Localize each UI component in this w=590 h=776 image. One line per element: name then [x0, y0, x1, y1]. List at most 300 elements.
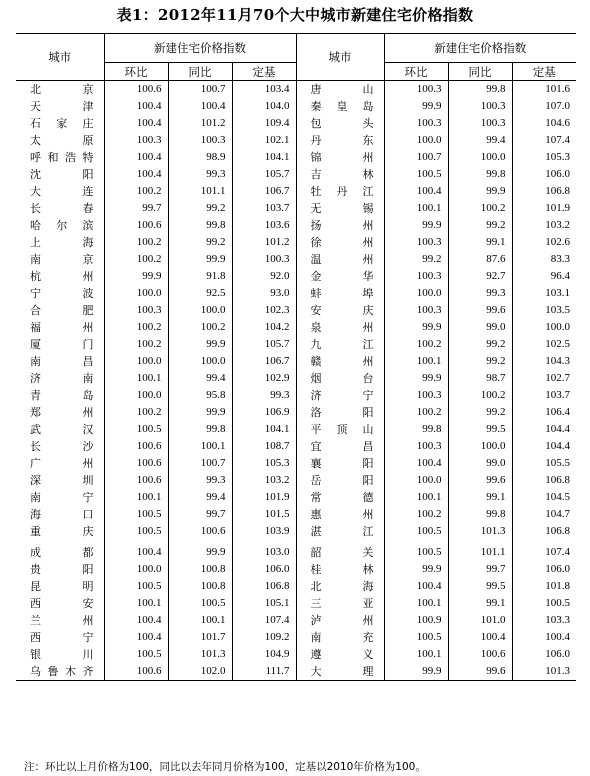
yoy-cell: 101.0	[448, 612, 512, 629]
yoy-cell: 99.9	[168, 404, 232, 421]
city-cell: 徐 州	[296, 234, 384, 251]
base-cell: 105.7	[264, 168, 290, 180]
base-cell: 103.1	[545, 287, 571, 299]
base-cell: 101.9	[264, 491, 290, 503]
table-row	[16, 149, 576, 166]
city-cell: 合 肥	[16, 302, 104, 319]
table-row	[16, 336, 576, 353]
base-cell: 107.4	[545, 546, 571, 558]
city-cell: 哈尔滨	[16, 217, 104, 234]
city-cell: 天 津	[16, 98, 104, 115]
table-footnote: 注：环比以上月价格为100，同比以去年同月价格为100，定基以2010年价格为100。	[24, 761, 426, 773]
yoy-cell: 101.3	[168, 646, 232, 663]
yoy-cell: 99.6	[448, 302, 512, 319]
base-cell: 103.9	[264, 525, 290, 537]
mom-header-right: 环比	[384, 63, 448, 81]
mom-cell: 100.2	[104, 183, 168, 200]
mom-cell: 100.2	[104, 234, 168, 251]
city-cell: 武 汉	[16, 421, 104, 438]
city-cell: 大 理	[296, 663, 384, 680]
yoy-cell: 99.9	[168, 251, 232, 268]
mom-cell: 100.0	[104, 561, 168, 578]
mom-cell: 100.6	[104, 81, 168, 99]
yoy-cell: 100.4	[168, 98, 232, 115]
city-cell: 大 连	[16, 183, 104, 200]
base-header-right: 定基	[512, 63, 576, 81]
base-cell: 106.0	[545, 563, 571, 575]
base-cell: 92.0	[270, 270, 290, 282]
yoy-cell: 99.7	[168, 506, 232, 523]
yoy-cell: 99.5	[448, 578, 512, 595]
mom-header-left: 环比	[104, 63, 168, 81]
city-cell: 郑 州	[16, 404, 104, 421]
city-cell: 九 江	[296, 336, 384, 353]
mom-cell: 100.1	[104, 370, 168, 387]
yoy-cell: 99.4	[448, 132, 512, 149]
table-row	[16, 455, 576, 472]
yoy-cell: 98.7	[448, 370, 512, 387]
city-cell: 北 海	[296, 578, 384, 595]
yoy-cell: 99.9	[168, 544, 232, 561]
city-cell: 吉 林	[296, 166, 384, 183]
mom-cell: 100.5	[384, 523, 448, 540]
mom-cell: 100.6	[104, 663, 168, 680]
base-cell: 103.6	[264, 219, 290, 231]
city-cell: 宁 波	[16, 285, 104, 302]
city-cell: 青 岛	[16, 387, 104, 404]
base-cell: 106.8	[545, 474, 571, 486]
mom-cell: 100.6	[104, 472, 168, 489]
mom-cell: 100.3	[384, 81, 448, 99]
city-cell: 平顶山	[296, 421, 384, 438]
mom-cell: 100.0	[104, 285, 168, 302]
city-cell: 赣 州	[296, 353, 384, 370]
mom-cell: 100.1	[384, 353, 448, 370]
yoy-header-left: 同比	[168, 63, 232, 81]
base-cell: 100.0	[545, 321, 571, 333]
mom-cell: 100.1	[104, 595, 168, 612]
city-cell: 上 海	[16, 234, 104, 251]
yoy-cell: 99.6	[448, 472, 512, 489]
mom-cell: 100.1	[384, 489, 448, 506]
mom-cell: 100.0	[384, 132, 448, 149]
table-row	[16, 132, 576, 149]
base-cell: 106.0	[545, 648, 571, 660]
mom-cell: 99.9	[384, 98, 448, 115]
mom-cell: 100.6	[104, 438, 168, 455]
mom-cell: 100.3	[384, 387, 448, 404]
city-cell: 济 宁	[296, 387, 384, 404]
base-cell: 104.4	[545, 440, 571, 452]
base-cell: 111.7	[265, 665, 290, 677]
table-row	[16, 506, 576, 523]
mom-cell: 100.5	[104, 506, 168, 523]
yoy-cell: 99.2	[448, 217, 512, 234]
mom-cell: 99.9	[384, 663, 448, 680]
yoy-cell: 98.9	[168, 149, 232, 166]
table-row	[16, 234, 576, 251]
base-cell: 102.6	[545, 236, 571, 248]
base-cell: 106.8	[545, 525, 571, 537]
base-cell: 103.7	[545, 389, 571, 401]
yoy-cell: 99.8	[448, 166, 512, 183]
city-cell: 蚌 埠	[296, 285, 384, 302]
mom-cell: 100.5	[104, 578, 168, 595]
yoy-cell: 99.1	[448, 595, 512, 612]
city-cell: 石家庄	[16, 115, 104, 132]
base-cell: 101.5	[264, 508, 290, 520]
mom-cell: 100.5	[104, 421, 168, 438]
city-cell: 韶 关	[296, 544, 384, 561]
city-cell: 福 州	[16, 319, 104, 336]
yoy-cell: 100.2	[168, 319, 232, 336]
yoy-cell: 99.7	[448, 561, 512, 578]
mom-cell: 100.2	[104, 319, 168, 336]
base-cell: 100.3	[264, 253, 290, 265]
mom-cell: 100.0	[104, 353, 168, 370]
yoy-cell: 100.0	[168, 353, 232, 370]
yoy-header-right: 同比	[448, 63, 512, 81]
table-row	[16, 183, 576, 200]
city-cell: 南 宁	[16, 489, 104, 506]
index-group-header-left: 新建住宅价格指数	[104, 34, 296, 63]
table-row	[16, 421, 576, 438]
yoy-cell: 100.6	[448, 646, 512, 663]
mom-cell: 100.3	[384, 268, 448, 285]
yoy-cell: 100.3	[168, 132, 232, 149]
table-row	[16, 489, 576, 506]
yoy-cell: 99.0	[448, 319, 512, 336]
mom-cell: 100.2	[384, 336, 448, 353]
base-cell: 102.9	[264, 372, 290, 384]
mom-cell: 100.0	[104, 387, 168, 404]
city-cell: 西 安	[16, 595, 104, 612]
city-cell: 厦 门	[16, 336, 104, 353]
mom-cell: 100.4	[104, 544, 168, 561]
base-cell: 104.7	[545, 508, 571, 520]
base-cell: 105.3	[545, 151, 571, 163]
yoy-cell: 99.9	[448, 183, 512, 200]
yoy-cell: 100.4	[448, 629, 512, 646]
table-title: 表1：2012年11月70个大中城市新建住宅价格指数	[116, 6, 474, 24]
yoy-cell: 99.2	[448, 336, 512, 353]
yoy-cell: 100.3	[448, 115, 512, 132]
table-row	[16, 166, 576, 183]
city-cell: 成 都	[16, 544, 104, 561]
base-cell: 99.3	[270, 389, 290, 401]
mom-cell: 100.6	[104, 455, 168, 472]
city-cell: 宜 昌	[296, 438, 384, 455]
mom-cell: 100.7	[384, 149, 448, 166]
table-row	[16, 302, 576, 319]
base-cell: 106.4	[545, 406, 571, 418]
price-index-table	[16, 34, 576, 680]
base-cell: 108.7	[264, 440, 290, 452]
table-row	[16, 353, 576, 370]
mom-cell: 100.5	[384, 166, 448, 183]
yoy-cell: 102.0	[168, 663, 232, 680]
base-cell: 103.4	[264, 83, 290, 95]
city-cell: 惠 州	[296, 506, 384, 523]
yoy-cell: 101.1	[448, 544, 512, 561]
table-row	[16, 200, 576, 217]
base-cell: 109.2	[264, 631, 290, 643]
base-cell: 101.9	[545, 202, 571, 214]
table-row	[16, 663, 576, 680]
yoy-cell: 101.7	[168, 629, 232, 646]
mom-cell: 100.2	[384, 506, 448, 523]
yoy-cell: 99.8	[168, 421, 232, 438]
city-cell: 北 京	[16, 81, 104, 99]
table-row	[16, 370, 576, 387]
mom-cell: 100.1	[384, 200, 448, 217]
base-cell: 104.0	[264, 100, 290, 112]
yoy-cell: 100.7	[168, 455, 232, 472]
base-cell: 96.4	[550, 270, 571, 282]
yoy-cell: 101.3	[448, 523, 512, 540]
city-cell: 金 华	[296, 268, 384, 285]
yoy-cell: 99.8	[448, 81, 512, 99]
city-cell: 海 口	[16, 506, 104, 523]
base-cell: 83.3	[550, 253, 571, 265]
base-cell: 102.3	[264, 304, 290, 316]
mom-cell: 99.9	[384, 561, 448, 578]
city-cell: 湛 江	[296, 523, 384, 540]
city-cell: 泸 州	[296, 612, 384, 629]
mom-cell: 100.6	[104, 217, 168, 234]
table-row	[16, 612, 576, 629]
base-cell: 101.6	[545, 83, 571, 95]
city-cell: 三 亚	[296, 595, 384, 612]
yoy-cell: 99.2	[168, 234, 232, 251]
mom-cell: 100.5	[384, 629, 448, 646]
yoy-cell: 99.9	[168, 336, 232, 353]
city-cell: 沈 阳	[16, 166, 104, 183]
base-cell: 101.8	[545, 580, 571, 592]
base-cell: 104.1	[264, 423, 290, 435]
city-cell: 丹 东	[296, 132, 384, 149]
mom-cell: 100.1	[384, 646, 448, 663]
mom-cell: 100.2	[104, 404, 168, 421]
mom-cell: 99.9	[384, 319, 448, 336]
table-row	[16, 285, 576, 302]
mom-cell: 100.4	[384, 578, 448, 595]
base-cell: 106.9	[264, 406, 290, 418]
table-row	[16, 115, 576, 132]
city-cell: 桂 林	[296, 561, 384, 578]
base-cell: 104.5	[545, 491, 571, 503]
yoy-cell: 92.7	[448, 268, 512, 285]
city-cell: 温 州	[296, 251, 384, 268]
yoy-cell: 101.1	[168, 183, 232, 200]
yoy-cell: 95.8	[168, 387, 232, 404]
mom-cell: 99.9	[384, 217, 448, 234]
mom-cell: 100.4	[104, 98, 168, 115]
base-cell: 105.7	[264, 338, 290, 350]
yoy-cell: 100.8	[168, 578, 232, 595]
yoy-cell: 99.3	[448, 285, 512, 302]
city-cell: 南 充	[296, 629, 384, 646]
base-cell: 106.7	[264, 355, 290, 367]
yoy-cell: 100.0	[448, 438, 512, 455]
city-cell: 重 庆	[16, 523, 104, 540]
yoy-cell: 100.2	[448, 200, 512, 217]
table-row	[16, 646, 576, 663]
base-cell: 103.5	[545, 304, 571, 316]
base-cell: 107.4	[545, 134, 571, 146]
base-cell: 102.5	[545, 338, 571, 350]
mom-cell: 99.2	[384, 251, 448, 268]
base-cell: 106.0	[545, 168, 571, 180]
mom-cell: 100.5	[104, 646, 168, 663]
city-cell: 昆 明	[16, 578, 104, 595]
mom-cell: 100.3	[104, 132, 168, 149]
city-cell: 长 沙	[16, 438, 104, 455]
city-cell: 岳 阳	[296, 472, 384, 489]
city-cell: 南 京	[16, 251, 104, 268]
mom-cell: 100.0	[384, 472, 448, 489]
city-cell: 西 宁	[16, 629, 104, 646]
city-cell: 遵 义	[296, 646, 384, 663]
base-cell: 106.8	[545, 185, 571, 197]
yoy-cell: 100.5	[168, 595, 232, 612]
table-row	[16, 319, 576, 336]
mom-cell: 100.4	[104, 629, 168, 646]
yoy-cell: 100.0	[448, 149, 512, 166]
base-cell: 105.5	[545, 457, 571, 469]
city-cell: 太 原	[16, 132, 104, 149]
base-cell: 105.3	[264, 457, 290, 469]
city-cell: 贵 阳	[16, 561, 104, 578]
yoy-cell: 99.1	[448, 489, 512, 506]
yoy-cell: 99.8	[448, 506, 512, 523]
yoy-cell: 99.4	[168, 489, 232, 506]
yoy-cell: 99.3	[168, 472, 232, 489]
base-cell: 107.4	[264, 614, 290, 626]
city-cell: 洛 阳	[296, 404, 384, 421]
base-cell: 106.0	[264, 563, 290, 575]
yoy-cell: 100.8	[168, 561, 232, 578]
city-header-right: 城市	[296, 34, 384, 81]
city-cell: 秦皇岛	[296, 98, 384, 115]
city-cell: 泉 州	[296, 319, 384, 336]
mom-cell: 100.3	[384, 438, 448, 455]
mom-cell: 100.4	[384, 455, 448, 472]
yoy-cell: 99.8	[168, 217, 232, 234]
index-group-header-right: 新建住宅价格指数	[384, 34, 576, 63]
table-row	[16, 438, 576, 455]
city-cell: 扬 州	[296, 217, 384, 234]
city-cell: 包 头	[296, 115, 384, 132]
base-cell: 104.9	[264, 648, 290, 660]
yoy-cell: 92.5	[168, 285, 232, 302]
city-cell: 无 锡	[296, 200, 384, 217]
city-cell: 襄 阳	[296, 455, 384, 472]
yoy-cell: 99.4	[168, 370, 232, 387]
yoy-cell: 100.1	[168, 438, 232, 455]
mom-cell: 100.5	[104, 523, 168, 540]
base-cell: 93.0	[270, 287, 290, 299]
yoy-cell: 99.6	[448, 663, 512, 680]
yoy-cell: 99.1	[448, 234, 512, 251]
yoy-cell: 99.5	[448, 421, 512, 438]
city-cell: 深 圳	[16, 472, 104, 489]
base-cell: 103.0	[264, 546, 290, 558]
yoy-cell: 91.8	[168, 268, 232, 285]
base-cell: 104.2	[264, 321, 290, 333]
yoy-cell: 101.2	[168, 115, 232, 132]
mom-cell: 100.0	[384, 285, 448, 302]
base-cell: 103.3	[545, 614, 571, 626]
mom-cell: 100.3	[384, 115, 448, 132]
table-row	[16, 472, 576, 489]
yoy-cell: 99.0	[448, 455, 512, 472]
table-row	[16, 268, 576, 285]
city-header-left: 城市	[16, 34, 104, 81]
yoy-cell: 100.1	[168, 612, 232, 629]
city-cell: 杭 州	[16, 268, 104, 285]
base-cell: 102.1	[264, 134, 290, 146]
yoy-cell: 100.2	[448, 387, 512, 404]
yoy-cell: 87.6	[448, 251, 512, 268]
yoy-cell: 99.2	[168, 200, 232, 217]
table-bottom-rule	[16, 680, 576, 681]
yoy-cell: 99.3	[168, 166, 232, 183]
mom-cell: 100.4	[384, 183, 448, 200]
table-row	[16, 387, 576, 404]
city-cell: 常 德	[296, 489, 384, 506]
table-row	[16, 217, 576, 234]
mom-cell: 100.3	[384, 302, 448, 319]
city-cell: 烟 台	[296, 370, 384, 387]
yoy-cell: 100.6	[168, 523, 232, 540]
base-cell: 100.5	[545, 597, 571, 609]
city-cell: 唐 山	[296, 81, 384, 99]
mom-cell: 100.3	[104, 302, 168, 319]
mom-cell: 99.7	[104, 200, 168, 217]
base-cell: 104.6	[545, 117, 571, 129]
base-cell: 103.2	[545, 219, 571, 231]
base-cell: 104.3	[545, 355, 571, 367]
base-cell: 109.4	[264, 117, 290, 129]
table-row	[16, 578, 576, 595]
city-cell: 安 庆	[296, 302, 384, 319]
mom-cell: 99.9	[384, 370, 448, 387]
mom-cell: 100.4	[104, 166, 168, 183]
mom-cell: 99.8	[384, 421, 448, 438]
base-cell: 106.8	[264, 580, 290, 592]
table-row	[16, 629, 576, 646]
yoy-cell: 100.3	[448, 98, 512, 115]
base-cell: 100.4	[545, 631, 571, 643]
base-cell: 103.2	[264, 474, 290, 486]
city-cell: 银 川	[16, 646, 104, 663]
table-row	[16, 81, 576, 99]
mom-cell: 100.4	[104, 612, 168, 629]
mom-cell: 100.2	[104, 336, 168, 353]
mom-cell: 100.9	[384, 612, 448, 629]
table-row	[16, 595, 576, 612]
base-cell: 103.7	[264, 202, 290, 214]
city-cell: 济 南	[16, 370, 104, 387]
base-cell: 104.1	[264, 151, 290, 163]
city-cell: 呼和浩特	[16, 149, 104, 166]
table-row	[16, 523, 576, 540]
mom-cell: 99.9	[104, 268, 168, 285]
yoy-cell: 100.0	[168, 302, 232, 319]
city-cell: 牡丹江	[296, 183, 384, 200]
base-cell: 107.0	[545, 100, 571, 112]
